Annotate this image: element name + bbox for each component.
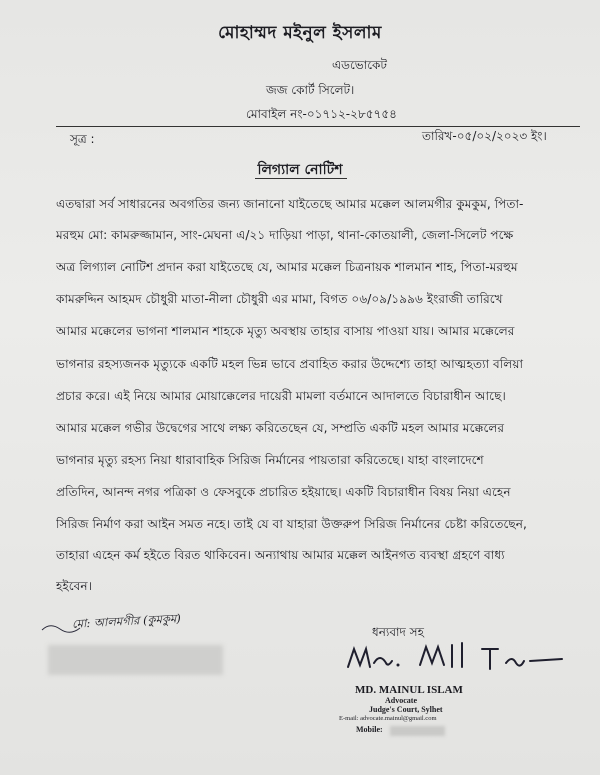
body-line: প্রচার করে। এই নিয়ে আমার মোয়াক্কেলের দায়েরী মামলা বর্তমানে আদালতে বিচারাধীন আছে। xyxy=(56,389,506,403)
advocate-designation: এডভোকেট xyxy=(332,58,387,72)
body-line: কামরুদ্দিন আহমদ চৌধুরী মাতা-নীলা চৌধুরী এর মামা, বিগত ০৬/০৯/১৯৯৬ ইংরাজী তারিখে xyxy=(56,292,503,306)
body-line: প্রতিদিন, আনন্দ নগর পত্রিকা ও ফেসবুকে প্রচারিত হইয়াছে। একটি বিচারাধীন বিষয় নিয়া এহেন xyxy=(56,485,511,499)
notice-date: তারিখ-০৫/০২/২০২৩ ইং। xyxy=(422,129,547,143)
seal-name: MD. MAINUL ISLAM xyxy=(355,684,463,696)
body-line: আমার মক্কেলের ভাগনা শালমান শাহকে মৃত্যু অবস্থায় তাহার বাসায় পাওয়া যায়। আমার মক্কেলের xyxy=(56,324,515,338)
reference-label: সূত্র : xyxy=(70,132,95,146)
body-line: ভাগনার রহস্যজনক মৃত্যুকে একটি মহল ভিন্ন ভাবে প্রবাহিত করার উদ্দেশ্যে তাহা আত্মহত্যা বলিয়া xyxy=(56,357,524,371)
body-line: তাহারা এহেন কর্ম হইতে বিরত থাকিবেন। অন্যাথায় আমার মক্কেল আইনগত ব্যবস্থা গ্রহণে বাধ্য xyxy=(56,548,505,562)
redacted-area xyxy=(48,645,223,675)
seal-court: Judge's Court, Sylhet xyxy=(369,705,443,714)
thanks-text: ধন্যবাদ সহ xyxy=(372,625,424,639)
mobile-number: মোবাইল নং-০১৭১২-২৮৫৭৫৪ xyxy=(246,107,397,121)
title-underline xyxy=(255,178,347,179)
body-line: মরহুম মো: কামরুজ্জামান, সাং-মেঘনা এ/২১ দাড়িয়া পাড়া, থানা-কোতয়ালী, জেলা-সিলেট পক্ষে xyxy=(56,228,514,242)
seal-mobile: Mobile: xyxy=(356,725,383,734)
body-line: হইবেন। xyxy=(56,579,93,593)
court-name: জজ কোর্ট সিলেট। xyxy=(266,83,355,97)
body-line: সিরিজ নির্মাণ করা আইন সমত নহে। তাই যে বা যাহারা উক্তরুপ সিরিজ নির্মানের চেষ্টা করিতেছেন, xyxy=(56,517,527,531)
advocate-name: মোহাম্মদ মইনুল ইসলাম xyxy=(218,23,382,43)
advocate-signature xyxy=(340,635,570,680)
seal-email: E-mail: advocate.mainul@gmail.com xyxy=(339,715,437,722)
body-line: ভাগনার মৃত্যু রহস্য নিয়া ধারাবাহিক সিরিজ নির্মানের পায়তারা করিতেছে। যাহা বাংলাদেশে xyxy=(56,453,484,467)
body-line: আমার মক্কেল গভীর উদ্বেগের সাথে লক্ষ্য করিতেছেন যে, সম্প্রতি একটি মহল আমার মক্কেলের xyxy=(56,421,505,435)
seal-role: Advocate xyxy=(385,696,417,705)
client-signature: মো: আলমগীর (কুমকুম) xyxy=(71,611,182,631)
redacted-mobile xyxy=(390,726,445,736)
body-line: এতদ্বারা সর্ব সাধারনের অবগতির জন্য জানানো যাইতেছে আমার মক্কেল আলমগীর কুমকুম, পিতা- xyxy=(56,197,524,211)
header-divider xyxy=(56,126,580,127)
notice-title: লিগ্যাল নোটিশ xyxy=(257,162,343,178)
body-line: অত্র লিগ্যাল নোটিশ প্রদান করা যাইতেছে যে, আমার মক্কেল চিত্রনায়ক শালমান শাহ, পিতা-মরহুম xyxy=(56,260,518,274)
client-signature-scribble xyxy=(40,620,220,634)
